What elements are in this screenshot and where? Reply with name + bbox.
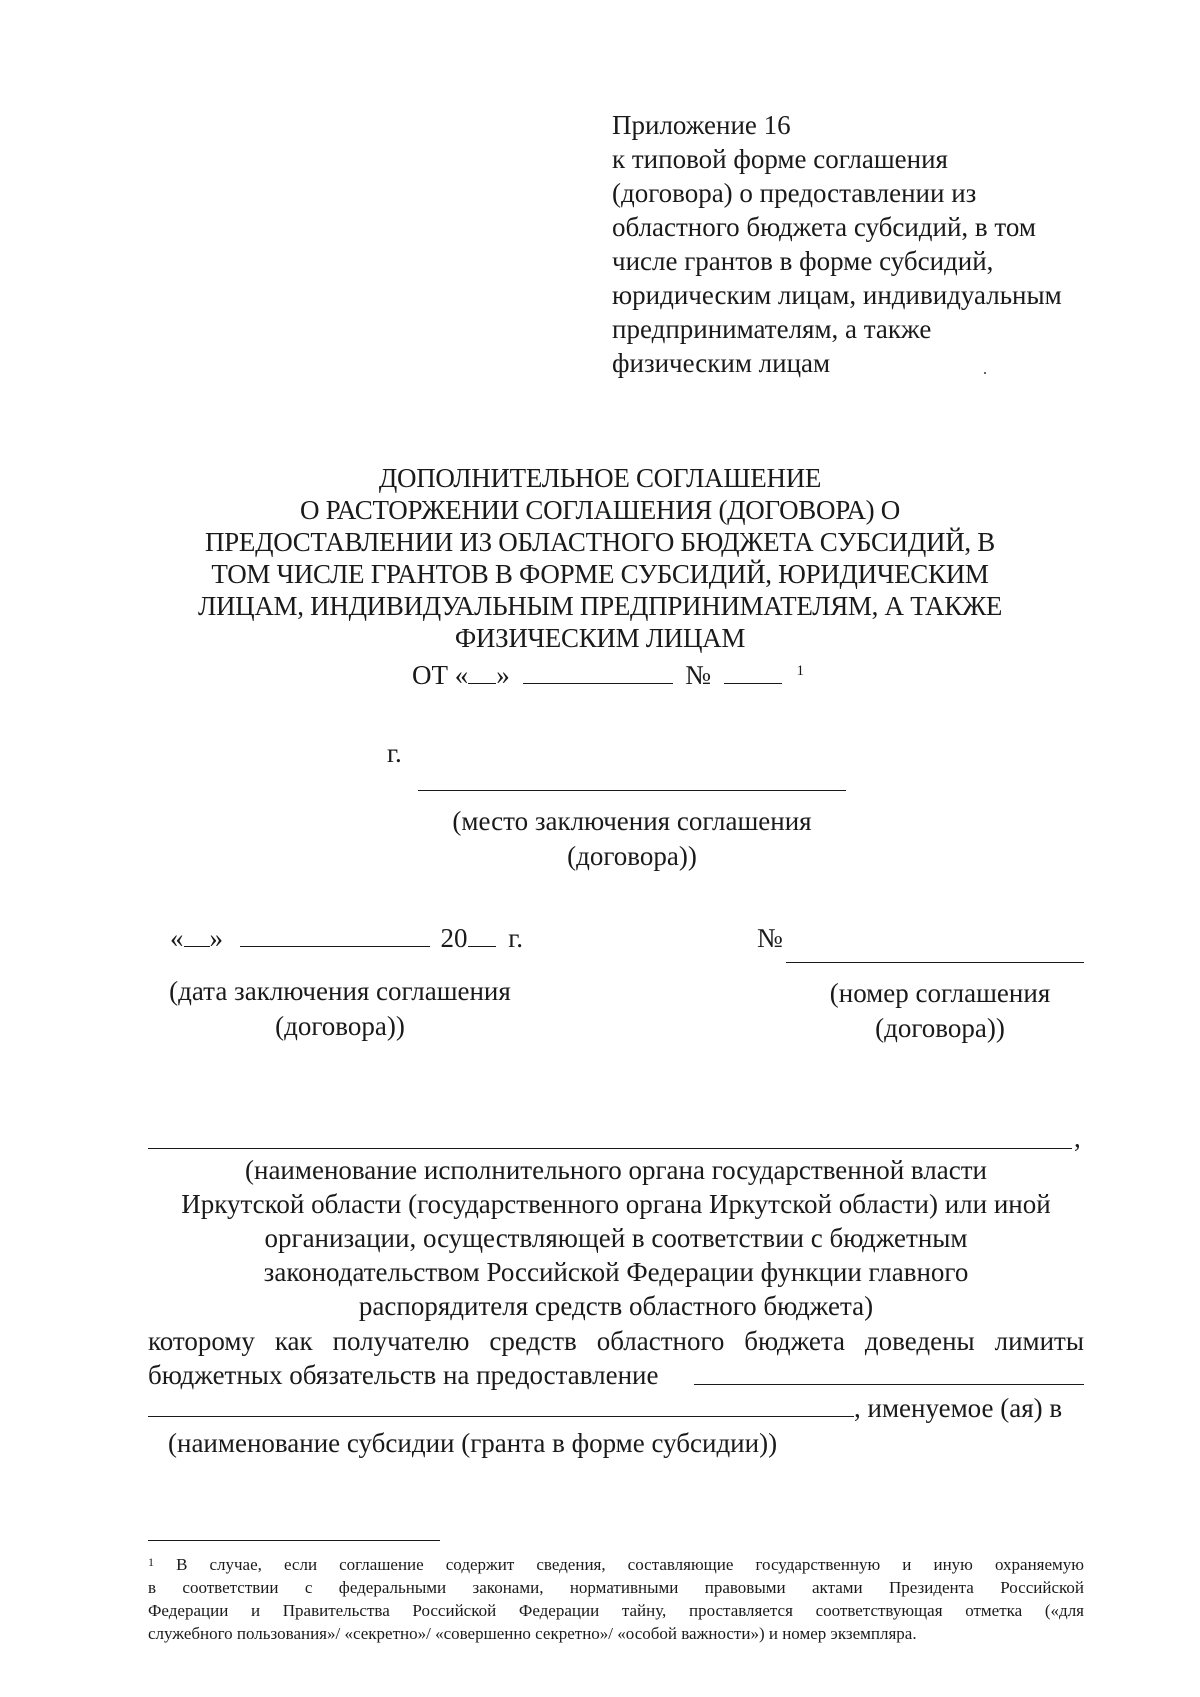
organization-caption-line: распорядителя средств областного бюджета) <box>358 1291 874 1321</box>
organization-caption-line: законодательством Российской Федерации функции главного <box>263 1257 969 1287</box>
year-blank-field[interactable] <box>468 922 496 947</box>
agreement-date-line <box>170 922 523 954</box>
place-blank-field[interactable] <box>418 790 846 791</box>
title-line: О РАСТОРЖЕНИИ СОГЛАШЕНИЯ (ДОГОВОРА) О <box>299 495 901 525</box>
title-line: ФИЗИЧЕСКИМ ЛИЦАМ <box>454 623 746 653</box>
annex-line: физическим лицам <box>612 348 831 378</box>
annex-line: числе грантов в форме субсидий, <box>612 246 994 276</box>
annex-line: предпринимателям, а также <box>612 314 932 344</box>
place-caption: (место заключения соглашения <box>452 806 812 836</box>
ot-prefix: ОТ « <box>412 660 469 690</box>
title-date-number-line <box>412 659 804 691</box>
agreement-number-blank-field[interactable] <box>786 962 1084 963</box>
title-number-blank-field[interactable] <box>724 659 782 684</box>
place-caption: (договора)) <box>567 841 697 871</box>
number-sign: № <box>685 660 712 690</box>
date-day-blank-field[interactable] <box>184 922 210 947</box>
subsidy-name-blank-field[interactable] <box>694 1384 1084 1385</box>
subsidy-caption: (наименование субсидии (гранта в форме субсидии)) <box>168 1428 778 1458</box>
annex-line: (договора) о предоставлении из <box>612 178 977 208</box>
annex-line: областного бюджета субсидий, в том <box>612 212 1036 242</box>
year-prefix: 20 <box>440 923 468 953</box>
document-title <box>150 462 1050 654</box>
number-caption: (договора)) <box>875 1013 1005 1043</box>
footnote <box>148 1553 1084 1645</box>
city-prefix: г. <box>387 738 402 768</box>
year-suffix: г. <box>508 923 524 953</box>
date-month-blank-field[interactable] <box>240 922 430 947</box>
organization-caption-line: Иркутской области (государственного органа Иркутской области) или иной <box>181 1189 1051 1219</box>
named-as-text: , именуемое (ая) в <box>854 1393 1063 1423</box>
footnote-line: $^1$ В случае, если соглашение содержит сведения, составляющие государственную и иную охраняемую <box>148 1555 1084 1574</box>
title-line: ПРЕДОСТАВЛЕНИИ ИЗ ОБЛАСТНОГО БЮДЖЕТА СУБСИДИЙ, В <box>204 527 996 557</box>
organization-caption-line: организации, осуществляющей в соответствии с бюджетным <box>264 1223 968 1253</box>
agreement-number-sign: № <box>757 923 783 953</box>
footnote-line: служебного пользования»/ «секретно»/ «совершенно секретно»/ «особой важности») и номер экземпляра. <box>148 1624 917 1643</box>
annex-line: к типовой форме соглашения <box>612 144 948 174</box>
annex-header <box>612 108 1132 380</box>
date-caption: (договора)) <box>275 1011 405 1041</box>
footnote-line: Федерации и Правительства Российской Федерации тайну, проставляется соответствующая отметка («для <box>148 1601 1084 1620</box>
organization-blank-field[interactable] <box>148 1148 1072 1149</box>
number-caption: (номер соглашения <box>829 978 1051 1008</box>
body-text-line: бюджетных обязательств на предоставление <box>148 1360 659 1390</box>
title-line: ТОМ ЧИСЛЕ ГРАНТОВ В ФОРМЕ СУБСИДИЙ, ЮРИДИЧЕСКИМ <box>211 559 989 589</box>
footnote-marker: 1 <box>148 1555 154 1569</box>
annex-line: юридическим лицам, индивидуальным <box>612 280 1062 310</box>
title-line: ЛИЦАМ, ИНДИВИДУАЛЬНЫМ ПРЕДПРИНИМАТЕЛЯМ, А ТАКЖЕ <box>197 591 1003 621</box>
footnote-line: в соответствии с федеральными законами, нормативными правовыми актами Президента Российской <box>148 1578 1084 1597</box>
footnote-separator <box>148 1540 440 1541</box>
ot-close-quote: » <box>496 660 510 690</box>
scan-speck <box>984 372 986 374</box>
title-line: ДОПОЛНИТЕЛЬНОЕ СОГЛАШЕНИЕ <box>378 463 822 493</box>
annex-line: Приложение 16 <box>612 110 791 140</box>
date-open-quote: « <box>170 923 184 953</box>
body-text-line: которому как получателю средств областного бюджета доведены лимиты <box>148 1326 1084 1356</box>
date-close-quote: » <box>209 923 223 953</box>
day-blank-field[interactable] <box>468 659 496 684</box>
footnote-reference: 1 <box>796 663 805 679</box>
month-blank-field[interactable] <box>523 659 673 684</box>
date-caption: (дата заключения соглашения <box>169 976 511 1006</box>
organization-comma: , <box>1074 1123 1081 1153</box>
subsidy-name-blank-field-continued[interactable] <box>148 1416 854 1417</box>
organization-caption-line: (наименование исполнительного органа государственной власти <box>245 1155 987 1185</box>
